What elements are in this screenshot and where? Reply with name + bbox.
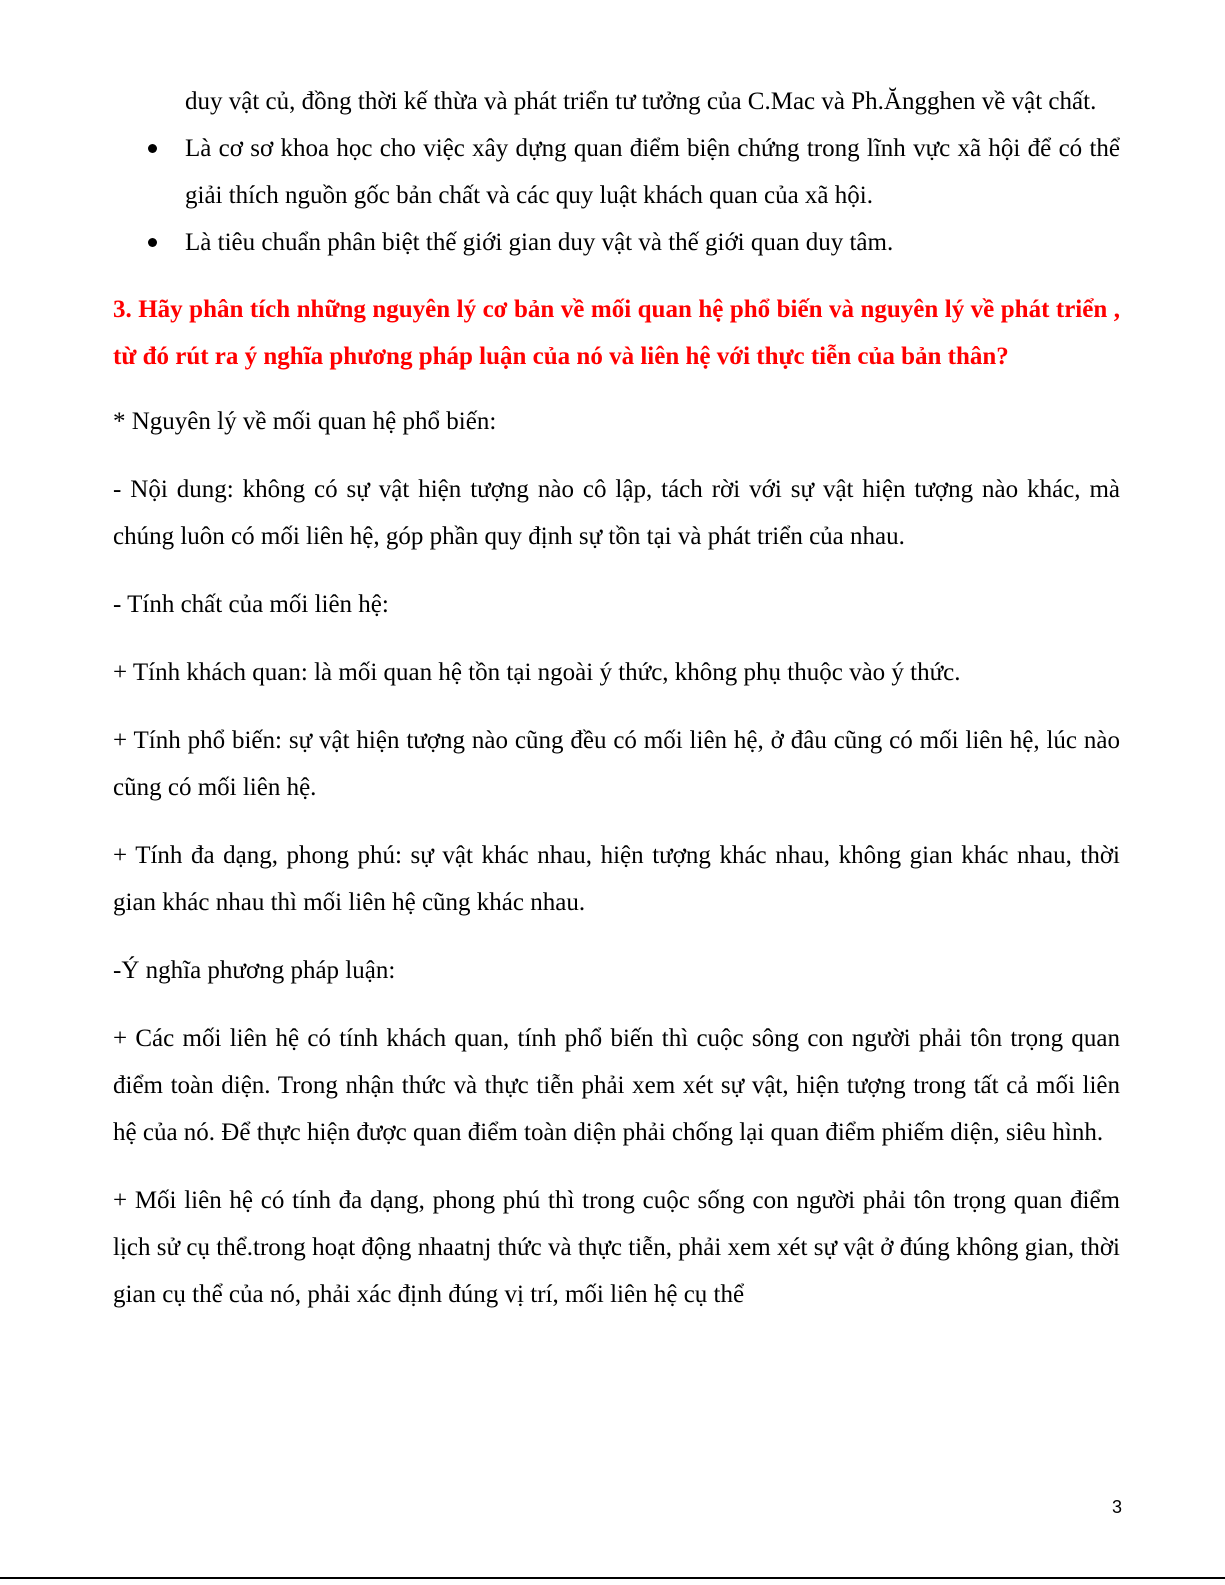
paragraph: + Tính phổ biến: sự vật hiện tượng nào cũng đều có mối liên hệ, ở đâu cũng có mối liên hệ, lúc nào cũng có mối liên hệ.: [113, 727, 1120, 801]
section-heading: 3. Hãy phân tích những nguyên lý cơ bản về mối quan hệ phổ biến và nguyên lý về phát triển , từ đó rút ra ý nghĩa phương pháp luận của nó và liên hệ với thực tiễn của bản thân?: [113, 296, 1120, 370]
bullet-text: Là cơ sơ khoa học cho việc xây dựng quan điểm biện chứng trong lĩnh vực xã hội để có thể giải thích nguồn gốc bản chất và các quy luật khách quan của xã hội.: [185, 135, 1120, 209]
paragraph: - Tính chất của mối liên hệ:: [113, 591, 389, 618]
paragraph: + Tính khách quan: là mối quan hệ tồn tại ngoài ý thức, không phụ thuộc vào ý thức.: [113, 659, 961, 686]
bullet-item: [113, 125, 1120, 219]
bullet-text: Là tiêu chuẩn phân biệt thế giới gian duy vật và thế giới quan duy tâm.: [185, 229, 894, 256]
bullet-icon: [148, 144, 157, 153]
continuation-text: duy vật củ, đồng thời kế thừa và phát triển tư tưởng của C.Mac và Ph.Ăngghen về vật chất.: [185, 88, 1097, 115]
paragraph: + Tính đa dạng, phong phú: sự vật khác nhau, hiện tượng khác nhau, không gian khác nhau, thời gian khác nhau thì mối liên hệ cũng khác nhau.: [113, 842, 1120, 916]
bullet-item: [113, 219, 1120, 266]
page-number: 3: [1111, 1497, 1122, 1517]
paragraph: * Nguyên lý về mối quan hệ phổ biến:: [113, 408, 497, 435]
paragraph: -Ý nghĩa phương pháp luận:: [113, 957, 396, 984]
paragraph: + Mối liên hệ có tính đa dạng, phong phú thì trong cuộc sống con người phải tôn trọng quan điểm lịch sử cụ thể.trong hoạt động nhaatnj thức và thực tiễn, phải xem xét sự vật ở đúng không gian, thời gian cụ thể của nó, phải xác định đúng vị trí, mối liên hệ cụ thể: [113, 1187, 1120, 1308]
page-bottom-rule: [0, 1577, 1225, 1579]
paragraph: + Các mối liên hệ có tính khách quan, tính phổ biến thì cuộc sông con người phải tôn trọng quan điểm toàn diện. Trong nhận thức và thực tiễn phải xem xét sự vật, hiện tượng trong tất cả mối liên hệ của nó. Để thực hiện được quan điểm toàn diện phải chống lại quan điểm phiếm diện, siêu hình.: [113, 1025, 1120, 1146]
document-page: [113, 78, 1120, 1318]
paragraph: - Nội dung: không có sự vật hiện tượng nào cô lập, tách rời với sự vật hiện tượng nào khác, mà chúng luôn có mối liên hệ, góp phần quy định sự tồn tại và phát triển của nhau.: [113, 476, 1120, 550]
bullet-icon: [148, 238, 157, 247]
